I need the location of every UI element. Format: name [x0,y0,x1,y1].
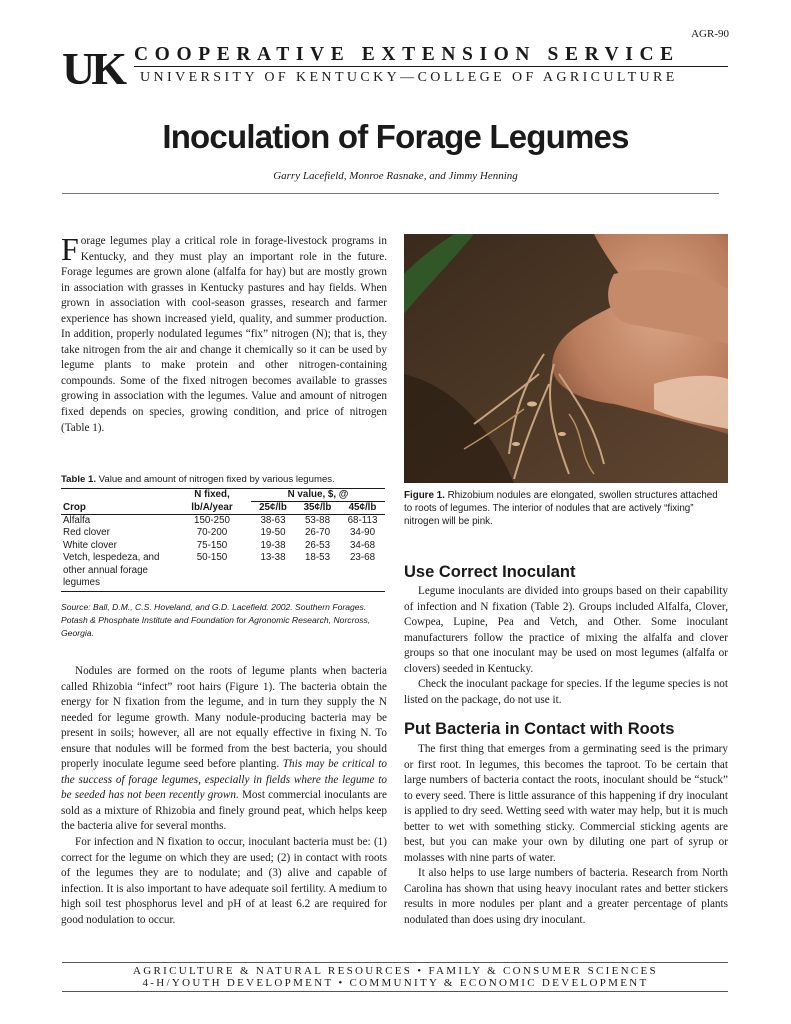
table-cell-nfixed: 75-150 [196,539,228,551]
intro-paragraph [61,231,387,436]
intro-text: orage legumes play a critical role in forage-livestock programs in Kentucky, and they must play an important role in the future. Forage legumes are grown alone (alfalfa for hay) but are mostly grown in association with grasses in Kentucky pastures and hay fields. When grown in association with cool-season grasses, research and farmer experience has shown increased yield, quality, and summer production. In addition, properly nodulated legumes “fix” nitrogen (N); that is, they take nitrogen from the air and change it chemically so it can be used by legume plants to make protein and other nitrogen-containing compounds. Some of the fixed nitrogen becomes available to grasses growing in association with the legumes. Value and amount of nitrogen fixed depends on species, growing condition, and price of nitrogen (Table 1). [61,235,387,434]
figure1-label: Figure 1. [404,490,445,501]
nodules-p1-end: Most commercial inoculants are sold as a mixture of Rhizobia and finely ground peat, which helps keep the bacteria alive for several months. [61,789,387,833]
table-row [61,527,385,539]
table-cell-25c: 19-50 [260,527,286,539]
title-rule [62,193,719,194]
table-cell-crop: White clover [63,539,117,551]
authors: Garry Lacefield, Monroe Rasnake, and Jimmy Henning [273,170,518,182]
table-cell-nfixed: 50-150 [173,552,251,592]
figure1-caption [404,489,726,528]
bacteria-section [404,742,728,929]
bacteria-paragraph-2: It also helps to use large numbers of bacteria. Research from North Carolina has shown that using heavy inoculant rates and better stickers results in more nodules per plant and a greater percentage of plants nodulated than does using dry inoculant. [404,867,728,927]
table1-crop-spacer [61,489,173,502]
footer-rule-top [62,962,728,963]
table-row [61,552,385,592]
table-row [61,515,385,528]
inoculant-section [404,584,728,708]
nodules-section [61,664,387,928]
heading-put-bacteria-in-contact: Put Bacteria in Contact with Roots [404,720,675,738]
rhizobium-nodules-photo [404,234,728,483]
header-rule [134,66,728,67]
figure1-caption-text: Rhizobium nodules are elongated, swollen structures attached to roots of legumes. The interior of nodules that are actively “fixing” nitrogen will be pink. [404,490,718,527]
footer-programs-line-2: 4-H/YOUTH DEVELOPMENT • COMMUNITY & ECONOMIC DEVELOPMENT [142,977,649,989]
table-cell-25c: 13-38 [251,552,295,592]
table-cell-crop: Alfalfa [63,515,91,526]
drop-cap: F [61,231,79,267]
table-cell-crop: Red clover [63,527,110,539]
nodules-p1-start: Nodules are formed on the roots of legume plants when bacteria called Rhizobia “infect” root hairs (Figure 1). The bacteria obtain the energy for N fixation from the legume, and in turn they supply the N needed for legume growth. Many nodule-producing bacteria may be present in soils; however, all are not equally effective in fixing N. To ensure that nodules will be formed from the best bacteria, you should properly inoculate legume seed before planting. [61,665,387,771]
bacteria-paragraph-1: The first thing that emerges from a germinating seed is the primary or first root. In legumes, this becomes the taproot. To be certain that large numbers of bacteria contact the roots, inoculant should be “stuck” to every seed. There is little assurance of this happening if dry inoculant is applied to dry seed. Wetting seed with water may help, but it is much better to wet with something sticky. Commercial sticking agents are best, but you can make your own by diluting one part of syrup or molasses with nine parts of water. [404,743,728,864]
footer-programs-line-1: AGRICULTURE & NATURAL RESOURCES • FAMILY & CONSUMER SCIENCES [133,965,658,977]
table1-nfixed-header-2: lb/A/year [173,502,251,515]
uk-logo-text: UK [62,44,123,90]
table-cell-45c: 23-68 [340,552,385,592]
table-cell-35c: 18-53 [295,552,340,592]
table-cell-45c: 34-68 [349,539,376,551]
table1-45c-header: 45¢/lb [340,502,385,515]
uk-logo [62,44,134,90]
table-cell-nfixed: 70-200 [196,527,228,539]
table-cell-45c: 68-113 [347,515,378,526]
table1-caption-text: Value and amount of nitrogen fixed by various legumes. [96,474,335,485]
nodules-paragraph-1 [61,664,387,835]
org-name: COOPERATIVE EXTENSION SERVICE [134,44,680,65]
table-cell-nfixed: 150-250 [194,515,230,526]
table1-caption-label: Table 1. [61,474,97,485]
table1-35c-header: 35¢/lb [295,502,340,515]
heading-use-correct-inoculant: Use Correct Inoculant [404,563,576,581]
nodules-paragraph-2: For infection and N fixation to occur, inoculant bacteria must be: (1) correct for the legume on which they are used; (2) in contact with roots of the legumes they are to nodulate; and (3) alive and capable of infection. It is also important to have adequate soil fertility. A medium to high soil test phosphorus level and pH of at least 6.2 are required for good nodulation to occur. [61,836,387,926]
table-cell-45c: 34-90 [349,527,376,539]
inoculant-paragraph-1: Legume inoculants are divided into groups based on their capability of infection and N fixation (Table 2). Groups included Alfalfa, Clover, Cowpea, Lupine, Pea and Vetch, and Other. Some inoculant manufacturers follow the practice of mixing the alfalfa and clover groups so that one inoculant may be used on most legumes (alfalfa or clovers) seeded in Kentucky. [404,585,728,675]
table-cell-35c: 26-53 [304,539,331,551]
page-title: Inoculation of Forage Legumes [162,118,629,155]
table1-nfixed-header-1: N fixed, [173,489,251,502]
inoculant-paragraph-2: Check the inoculant package for species. If the legume species is not listed on the package, do not use it. [404,678,728,706]
table-cell-35c: 26-70 [304,527,331,539]
table1-caption [61,474,391,485]
table1-25c-header: 25¢/lb [251,502,295,515]
table-cell-35c: 53-88 [304,515,331,526]
table1-crop-header: Crop [61,502,173,515]
table1-source: Source: Ball, D.M., C.S. Hoveland, and G.D. Lacefield. 2002. Southern Forages. Potash & Phosphate Institute and Foundation for Agronomic Research, Norcross, Georgia. [61,602,371,638]
table-cell-crop: Vetch, lespedeza, and other annual forage legumes [61,552,173,592]
table1-nvalue-header: N value, $, @ [251,489,385,502]
footer-rule-bottom [62,991,728,992]
document-number: AGR-90 [691,28,729,40]
table-cell-25c: 38-63 [260,515,286,526]
university-line: UNIVERSITY OF KENTUCKY—COLLEGE OF AGRICULTURE [140,70,678,85]
nitrogen-table [61,488,385,592]
table-row [61,540,385,552]
table-cell-25c: 19-38 [260,539,286,551]
nodules-p1-italic: This may be critical to the success of forage legumes, especially in fields where the legume to be seeded has not been recently grown. [61,758,387,802]
